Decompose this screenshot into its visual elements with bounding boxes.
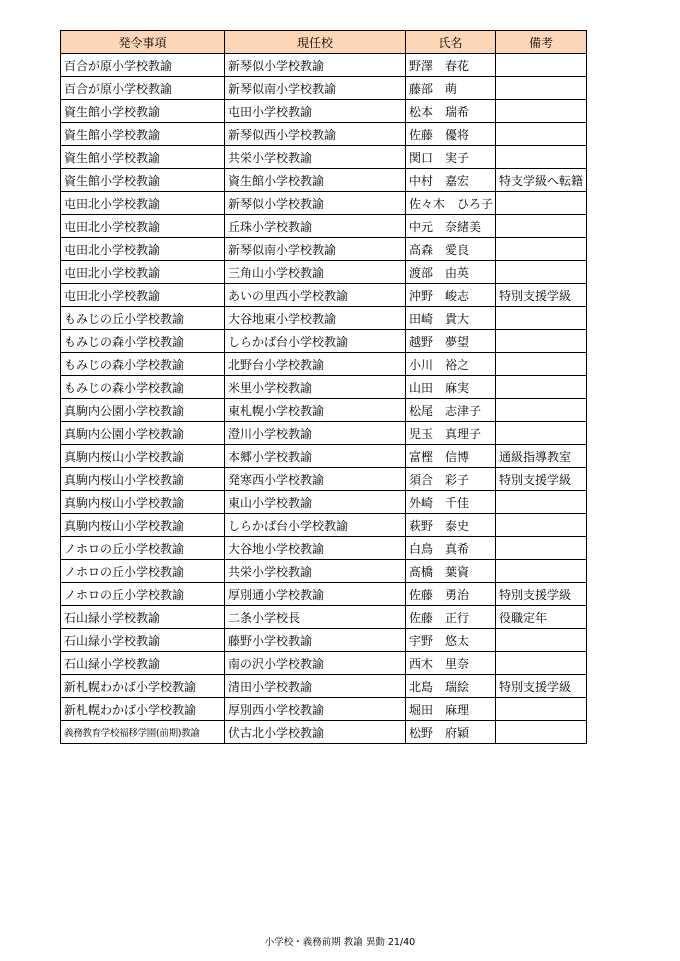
name-cell: 小川 裕之 bbox=[406, 353, 496, 376]
name-cell: 宇野 悠太 bbox=[406, 629, 496, 652]
remarks-cell bbox=[496, 399, 587, 422]
header-remarks: 備考 bbox=[496, 31, 587, 54]
current-school-cell: 澄川小学校教諭 bbox=[225, 422, 406, 445]
page-footer: 小学校・義務前期 教諭 異動 21/40 bbox=[264, 937, 416, 948]
name-cell: 野澤 春花 bbox=[406, 54, 496, 77]
table-row bbox=[61, 261, 587, 284]
current-school-cell: 米里小学校教諭 bbox=[225, 376, 406, 399]
table-row bbox=[61, 537, 587, 560]
remarks-cell bbox=[496, 652, 587, 675]
appointment-cell: 石山緑小学校教諭 bbox=[61, 629, 225, 652]
name-cell: 須合 彩子 bbox=[406, 468, 496, 491]
table-row bbox=[61, 445, 587, 468]
current-school-cell: 丘珠小学校教諭 bbox=[225, 215, 406, 238]
name-cell: 山田 麻実 bbox=[406, 376, 496, 399]
appointment-cell: ノホロの丘小学校教諭 bbox=[61, 560, 225, 583]
appointment-cell: 真駒内桜山小学校教諭 bbox=[61, 445, 225, 468]
table-row bbox=[61, 123, 587, 146]
table-row bbox=[61, 468, 587, 491]
name-cell: 北島 瑞絵 bbox=[406, 675, 496, 698]
table-row bbox=[61, 491, 587, 514]
remarks-cell: 通級指導教室 bbox=[496, 445, 587, 468]
appointment-cell: 真駒内桜山小学校教諭 bbox=[61, 514, 225, 537]
current-school-cell: 三角山小学校教諭 bbox=[225, 261, 406, 284]
current-school-cell: 新琴似西小学校教諭 bbox=[225, 123, 406, 146]
current-school-cell: 新琴似南小学校教諭 bbox=[225, 238, 406, 261]
current-school-cell: しらかば台小学校教諭 bbox=[225, 330, 406, 353]
name-cell: 高森 愛良 bbox=[406, 238, 496, 261]
appointment-cell: 資生館小学校教諭 bbox=[61, 146, 225, 169]
remarks-cell: 役職定年 bbox=[496, 606, 587, 629]
current-school-cell: 藤野小学校教諭 bbox=[225, 629, 406, 652]
current-school-cell: 東札幌小学校教諭 bbox=[225, 399, 406, 422]
appointment-cell: 百合が原小学校教諭 bbox=[61, 54, 225, 77]
table-row bbox=[61, 192, 587, 215]
remarks-cell bbox=[496, 261, 587, 284]
table-row bbox=[61, 100, 587, 123]
remarks-cell bbox=[496, 146, 587, 169]
appointment-cell: もみじの森小学校教諭 bbox=[61, 330, 225, 353]
name-cell: 佐藤 優将 bbox=[406, 123, 496, 146]
table-row bbox=[61, 675, 587, 698]
remarks-cell: 特支学級へ転籍 bbox=[496, 169, 587, 192]
remarks-cell bbox=[496, 100, 587, 123]
current-school-cell: 二条小学校長 bbox=[225, 606, 406, 629]
remarks-cell: 特別支援学級 bbox=[496, 583, 587, 606]
remarks-cell bbox=[496, 123, 587, 146]
name-cell: 萩野 泰史 bbox=[406, 514, 496, 537]
table-header-row bbox=[61, 31, 587, 54]
appointment-cell: 真駒内公園小学校教諭 bbox=[61, 399, 225, 422]
appointment-cell: 石山緑小学校教諭 bbox=[61, 652, 225, 675]
current-school-cell: 新琴似南小学校教諭 bbox=[225, 77, 406, 100]
appointment-cell: 真駒内桜山小学校教諭 bbox=[61, 468, 225, 491]
appointment-cell: もみじの森小学校教諭 bbox=[61, 353, 225, 376]
table-row bbox=[61, 330, 587, 353]
current-school-cell: 厚別通小学校教諭 bbox=[225, 583, 406, 606]
remarks-cell bbox=[496, 560, 587, 583]
table-row bbox=[61, 422, 587, 445]
appointment-cell: 新札幌わかば小学校教諭 bbox=[61, 698, 225, 721]
table-row bbox=[61, 399, 587, 422]
remarks-cell: 特別支援学級 bbox=[496, 675, 587, 698]
name-cell: 西木 里奈 bbox=[406, 652, 496, 675]
name-cell: 堀田 麻理 bbox=[406, 698, 496, 721]
current-school-cell: 大谷地東小学校教諭 bbox=[225, 307, 406, 330]
name-cell: 渡部 由英 bbox=[406, 261, 496, 284]
appointment-cell: 新札幌わかば小学校教諭 bbox=[61, 675, 225, 698]
current-school-cell: 共栄小学校教諭 bbox=[225, 146, 406, 169]
remarks-cell bbox=[496, 721, 587, 744]
name-cell: 田崎 貴大 bbox=[406, 307, 496, 330]
remarks-cell bbox=[496, 376, 587, 399]
header-appointment: 発令事項 bbox=[61, 31, 225, 54]
appointment-cell: 屯田北小学校教諭 bbox=[61, 261, 225, 284]
appointment-cell: 屯田北小学校教諭 bbox=[61, 238, 225, 261]
table-row bbox=[61, 721, 587, 744]
current-school-cell: 本郷小学校教諭 bbox=[225, 445, 406, 468]
appointment-cell: もみじの丘小学校教諭 bbox=[61, 307, 225, 330]
remarks-cell bbox=[496, 537, 587, 560]
name-cell: 藤部 萌 bbox=[406, 77, 496, 100]
appointment-cell: 真駒内桜山小学校教諭 bbox=[61, 491, 225, 514]
personnel-table bbox=[60, 30, 587, 744]
appointment-cell: ノホロの丘小学校教諭 bbox=[61, 583, 225, 606]
name-cell: 関口 実子 bbox=[406, 146, 496, 169]
table-row bbox=[61, 629, 587, 652]
current-school-cell: 屯田小学校教諭 bbox=[225, 100, 406, 123]
table-row bbox=[61, 583, 587, 606]
appointment-cell: 百合が原小学校教諭 bbox=[61, 77, 225, 100]
name-cell: 白鳥 真希 bbox=[406, 537, 496, 560]
appointment-cell: 真駒内公園小学校教諭 bbox=[61, 422, 225, 445]
name-cell: 松本 瑞希 bbox=[406, 100, 496, 123]
table-row bbox=[61, 238, 587, 261]
name-cell: 松尾 志津子 bbox=[406, 399, 496, 422]
remarks-cell bbox=[496, 353, 587, 376]
remarks-cell: 特別支援学級 bbox=[496, 284, 587, 307]
appointment-cell: 屯田北小学校教諭 bbox=[61, 192, 225, 215]
remarks-cell bbox=[496, 422, 587, 445]
current-school-cell: 伏古北小学校教諭 bbox=[225, 721, 406, 744]
appointment-cell: 資生館小学校教諭 bbox=[61, 169, 225, 192]
current-school-cell: 資生館小学校教諭 bbox=[225, 169, 406, 192]
table-row bbox=[61, 652, 587, 675]
current-school-cell: 共栄小学校教諭 bbox=[225, 560, 406, 583]
table-row bbox=[61, 514, 587, 537]
remarks-cell bbox=[496, 491, 587, 514]
appointment-cell: 資生館小学校教諭 bbox=[61, 123, 225, 146]
current-school-cell: 新琴似小学校教諭 bbox=[225, 192, 406, 215]
appointment-cell: 義務教育学校福移学園(前期)教諭 bbox=[61, 721, 225, 744]
name-cell: 富樫 信博 bbox=[406, 445, 496, 468]
table-row bbox=[61, 54, 587, 77]
appointment-cell: 屯田北小学校教諭 bbox=[61, 284, 225, 307]
remarks-cell bbox=[496, 54, 587, 77]
name-cell: 髙橋 葉資 bbox=[406, 560, 496, 583]
current-school-cell: 清田小学校教諭 bbox=[225, 675, 406, 698]
table-body bbox=[61, 54, 587, 744]
header-current-school: 現任校 bbox=[225, 31, 406, 54]
remarks-cell bbox=[496, 698, 587, 721]
current-school-cell: あいの里西小学校教諭 bbox=[225, 284, 406, 307]
current-school-cell: 厚別西小学校教諭 bbox=[225, 698, 406, 721]
name-cell: 松野 府穎 bbox=[406, 721, 496, 744]
table-row bbox=[61, 215, 587, 238]
appointment-cell: ノホロの丘小学校教諭 bbox=[61, 537, 225, 560]
current-school-cell: 新琴似小学校教諭 bbox=[225, 54, 406, 77]
appointment-cell: もみじの森小学校教諭 bbox=[61, 376, 225, 399]
table-row bbox=[61, 376, 587, 399]
table-row bbox=[61, 284, 587, 307]
name-cell: 越野 夢望 bbox=[406, 330, 496, 353]
current-school-cell: 大谷地小学校教諭 bbox=[225, 537, 406, 560]
table-row bbox=[61, 698, 587, 721]
table-row bbox=[61, 606, 587, 629]
appointment-cell: 石山緑小学校教諭 bbox=[61, 606, 225, 629]
current-school-cell: 北野台小学校教諭 bbox=[225, 353, 406, 376]
current-school-cell: しらかば台小学校教諭 bbox=[225, 514, 406, 537]
current-school-cell: 発寒西小学校教諭 bbox=[225, 468, 406, 491]
current-school-cell: 東山小学校教諭 bbox=[225, 491, 406, 514]
name-cell: 佐藤 勇治 bbox=[406, 583, 496, 606]
table-row bbox=[61, 77, 587, 100]
name-cell: 外崎 千佳 bbox=[406, 491, 496, 514]
name-cell: 中村 嘉宏 bbox=[406, 169, 496, 192]
remarks-cell bbox=[496, 192, 587, 215]
appointment-cell: 屯田北小学校教諭 bbox=[61, 215, 225, 238]
name-cell: 沖野 峻志 bbox=[406, 284, 496, 307]
header-name: 氏名 bbox=[406, 31, 496, 54]
table-row bbox=[61, 353, 587, 376]
table-row bbox=[61, 560, 587, 583]
name-cell: 中元 奈緒美 bbox=[406, 215, 496, 238]
remarks-cell bbox=[496, 330, 587, 353]
table-row bbox=[61, 169, 587, 192]
remarks-cell bbox=[496, 307, 587, 330]
appointment-cell: 資生館小学校教諭 bbox=[61, 100, 225, 123]
name-cell: 佐々木 ひろ子 bbox=[406, 192, 496, 215]
remarks-cell bbox=[496, 215, 587, 238]
remarks-cell bbox=[496, 77, 587, 100]
current-school-cell: 南の沢小学校教諭 bbox=[225, 652, 406, 675]
remarks-cell bbox=[496, 514, 587, 537]
name-cell: 佐藤 正行 bbox=[406, 606, 496, 629]
remarks-cell bbox=[496, 238, 587, 261]
table-row bbox=[61, 146, 587, 169]
name-cell: 児玉 真理子 bbox=[406, 422, 496, 445]
table-row bbox=[61, 307, 587, 330]
remarks-cell: 特別支援学級 bbox=[496, 468, 587, 491]
remarks-cell bbox=[496, 629, 587, 652]
